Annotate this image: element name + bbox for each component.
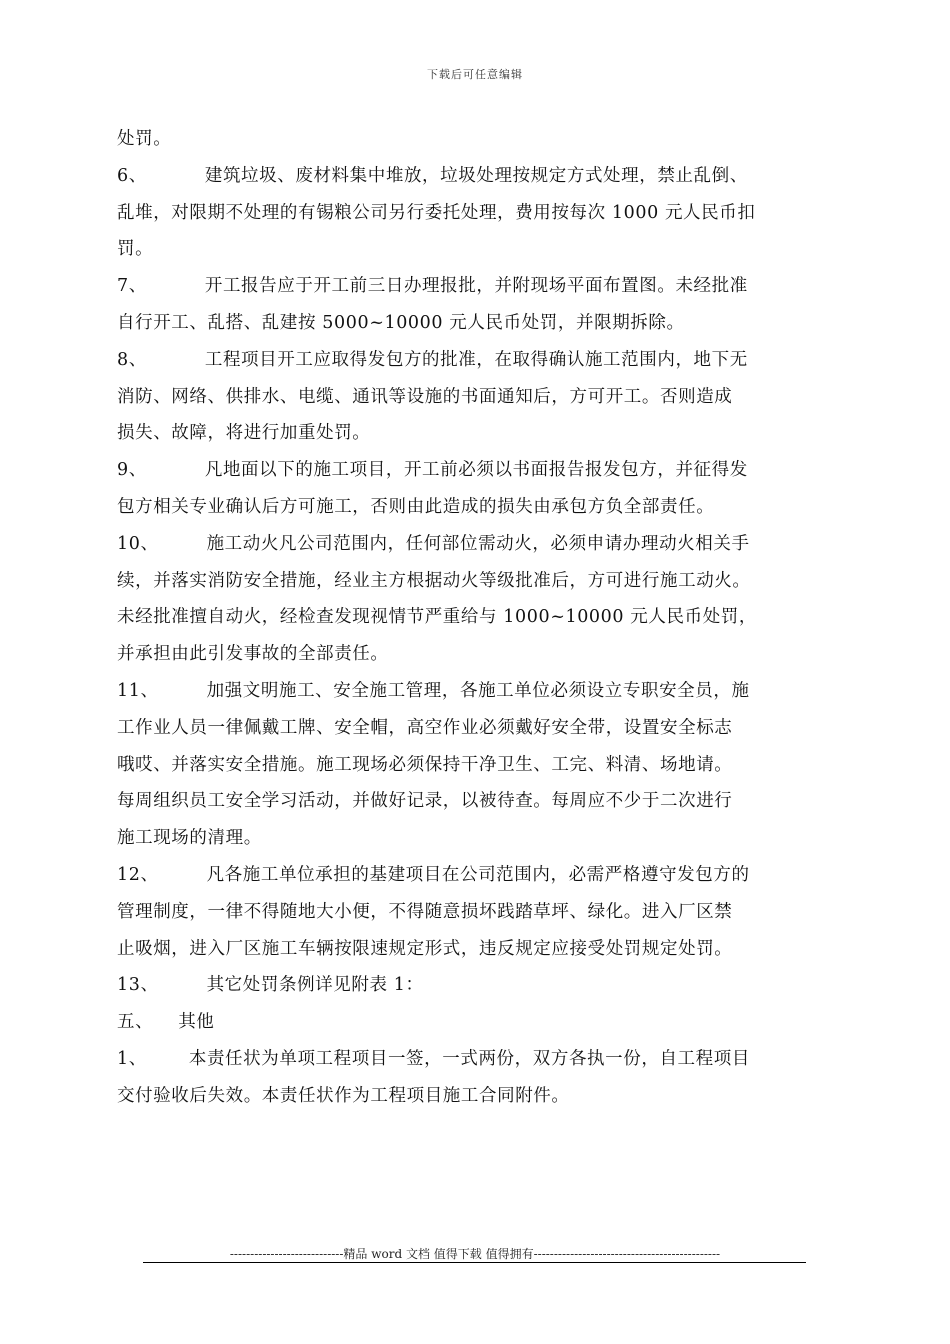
item-number: 13、 (117, 975, 159, 996)
item-number: 1、 (117, 1048, 147, 1069)
line-text: 其它处罚条例详见附表 1： (206, 975, 424, 996)
line-text: 其他 (178, 1012, 215, 1033)
item-number: 6、 (117, 165, 147, 186)
text-line (117, 820, 837, 857)
item-number: 8、 (117, 349, 147, 370)
text-line (117, 415, 837, 452)
line-text: 凡地面以下的施工项目，开工前必须以书面报告报发包方，并征得发 (204, 460, 748, 481)
text-line (117, 1041, 837, 1078)
text-line (117, 563, 837, 600)
item-number: 7、 (117, 276, 147, 297)
line-text: 本责任状为单项工程项目一签，一式两份，双方各执一份，自工程项目 (188, 1048, 750, 1069)
footer-rule (143, 1262, 806, 1263)
page-footer: ----------------------------精品 word 文档 值得下载 值得拥有---------------------------------------------- (229, 1247, 721, 1261)
text-line (117, 967, 837, 1004)
text-line (117, 1078, 837, 1115)
item-number: 9、 (117, 460, 147, 481)
text-line (117, 931, 837, 968)
line-text: 交付验收后失效。本责任状作为工程项目施工合同附件。 (117, 1085, 570, 1106)
line-text: 工作业人员一律佩戴工牌、安全帽，高空作业必须戴好安全带，设置安全标志 (117, 717, 733, 738)
item-number: 12、 (117, 864, 159, 885)
text-line (117, 857, 837, 894)
page-header: 下载后可任意编辑 (427, 68, 523, 81)
line-text: 罚。 (117, 239, 154, 260)
text-line (117, 1004, 837, 1041)
text-line (117, 121, 837, 158)
line-text: 消防、网络、供排水、电缆、通讯等设施的书面通知后，方可开工。否则造成 (117, 386, 733, 407)
line-text: 损失、故障，将进行加重处罚。 (117, 423, 371, 444)
line-text: 管理制度，一律不得随地大小便，不得随意损坏践踏草坪、绿化。进入厂区禁 (117, 901, 733, 922)
text-line (117, 710, 837, 747)
line-text: 止吸烟，进入厂区施工车辆按限速规定形式，违反规定应接受处罚规定处罚。 (117, 938, 733, 959)
text-line (117, 268, 837, 305)
line-text: 每周组织员工安全学习活动，并做好记录，以被待查。每周应不少于二次进行 (117, 791, 733, 812)
line-text: 未经批准擅自动火，经检查发现视情节严重给与 1000~10000 元人民币处罚， (117, 607, 757, 628)
text-line (117, 599, 837, 636)
line-text: 乱堆，对限期不处理的有锡粮公司另行委托处理，费用按每次 1000 元人民币扣 (117, 202, 756, 223)
text-line (117, 783, 837, 820)
text-line (117, 636, 837, 673)
text-line (117, 158, 837, 195)
text-line (117, 305, 837, 342)
text-line (117, 747, 837, 784)
text-line (117, 894, 837, 931)
text-line (117, 452, 837, 489)
line-text: 加强文明施工、安全施工管理，各施工单位必须设立专职安全员，施 (206, 680, 750, 701)
text-line (117, 673, 837, 710)
line-text: 包方相关专业确认后方可施工，否则由此造成的损失由承包方负全部责任。 (117, 496, 715, 517)
text-line (117, 526, 837, 563)
text-line (117, 342, 837, 379)
line-text: 凡各施工单位承担的基建项目在公司范围内，必需严格遵守发包方的 (206, 864, 750, 885)
line-text: 施工现场的清理。 (117, 828, 262, 849)
line-text: 施工动火凡公司范围内，任何部位需动火，必须申请办理动火相关手 (206, 533, 750, 554)
line-text: 处罚。 (117, 129, 172, 149)
item-number: 11、 (117, 680, 159, 701)
line-text: 并承担由此引发事故的全部责任。 (117, 644, 389, 665)
item-number: 五、 (117, 1012, 154, 1033)
line-text: 自行开工、乱搭、乱建按 5000~10000 元人民币处罚，并限期拆除。 (117, 312, 685, 333)
document-body (117, 121, 837, 1115)
line-text: 哦哎、并落实安全措施。施工现场必须保持干净卫生、工完、料清、场地请。 (117, 754, 733, 775)
text-line (117, 195, 837, 232)
line-text: 建筑垃圾、废材料集中堆放，垃圾处理按规定方式处理，禁止乱倒、 (204, 165, 748, 186)
line-text: 开工报告应于开工前三日办理报批，并附现场平面布置图。未经批准 (204, 276, 748, 297)
item-number: 10、 (117, 533, 159, 554)
line-text: 工程项目开工应取得发包方的批准，在取得确认施工范围内，地下无 (204, 349, 748, 370)
text-line (117, 489, 837, 526)
line-text: 续，并落实消防安全措施，经业主方根据动火等级批准后，方可进行施工动火。 (117, 570, 751, 591)
text-line (117, 379, 837, 416)
text-line (117, 231, 837, 268)
